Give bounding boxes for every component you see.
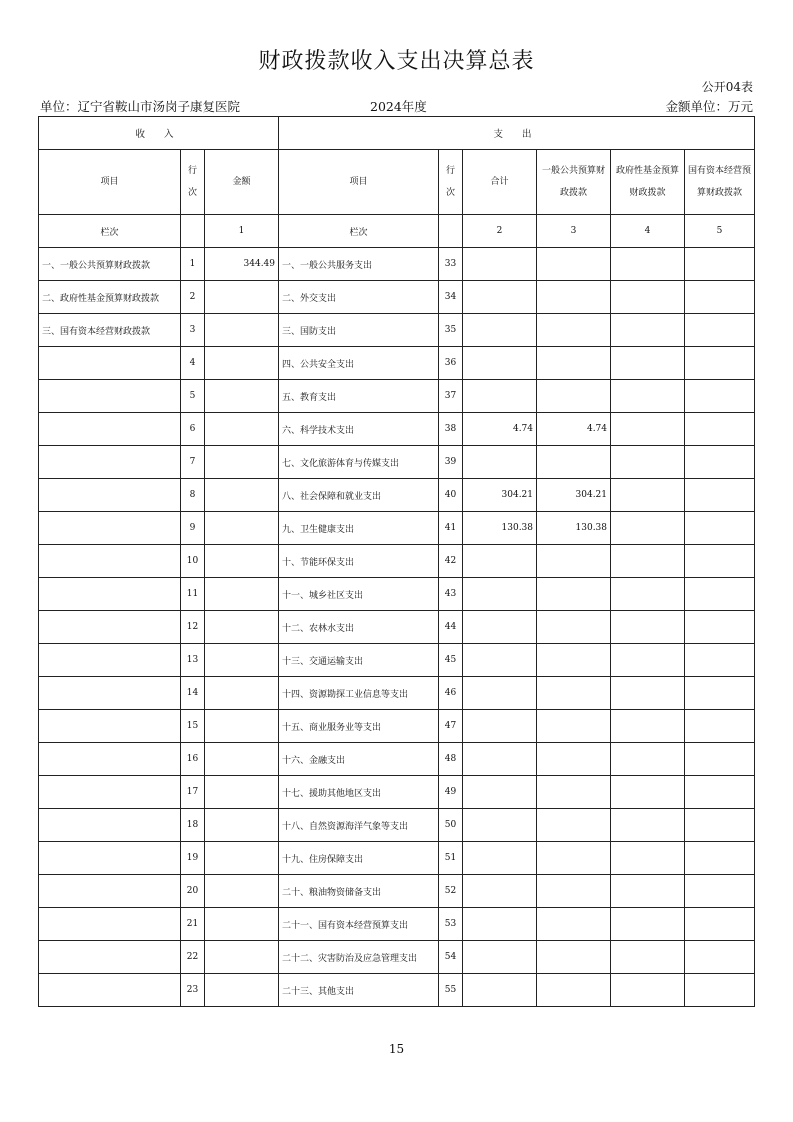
income-amount-cell [205, 974, 279, 1007]
expense-item-cell: 十二、农林水支出 [279, 611, 439, 644]
expense-item-cell: 十、节能环保支出 [279, 545, 439, 578]
income-item-cell [39, 974, 181, 1007]
gov-fund-cell [611, 677, 685, 710]
total-cell [463, 677, 537, 710]
state-capital-cell [685, 512, 755, 545]
income-amount-cell: 344.49 [205, 248, 279, 281]
income-item-header: 项目 [39, 150, 181, 215]
general-budget-cell [537, 875, 611, 908]
header-row-columns [39, 150, 755, 215]
page-title: 财政拨款收入支出决算总表 [258, 49, 535, 74]
expense-seq-cell: 45 [439, 644, 463, 677]
income-seq-cell: 13 [181, 644, 205, 677]
income-amount-cell [205, 380, 279, 413]
general-budget-cell [537, 677, 611, 710]
income-amount-cell [205, 710, 279, 743]
expense-item-cell: 十八、自然资源海洋气象等支出 [279, 809, 439, 842]
table-row [39, 743, 755, 776]
report-meta [40, 97, 753, 115]
total-cell [463, 842, 537, 875]
table-row [39, 248, 755, 281]
col-index-5: 5 [685, 215, 755, 248]
total-cell [463, 446, 537, 479]
state-capital-cell [685, 776, 755, 809]
income-amount-cell [205, 281, 279, 314]
gov-fund-cell [611, 842, 685, 875]
expense-item-cell: 六、科学技术支出 [279, 413, 439, 446]
income-item-cell [39, 842, 181, 875]
expense-item-cell: 二十三、其他支出 [279, 974, 439, 1007]
expense-item-cell: 二十一、国有资本经营预算支出 [279, 908, 439, 941]
gov-fund-cell [611, 578, 685, 611]
total-cell [463, 644, 537, 677]
income-seq-cell: 9 [181, 512, 205, 545]
table-row [39, 710, 755, 743]
general-budget-cell [537, 776, 611, 809]
state-capital-cell [685, 875, 755, 908]
gov-fund-cell [611, 941, 685, 974]
header-row-col-index [39, 215, 755, 248]
general-budget-cell [537, 380, 611, 413]
state-capital-cell [685, 479, 755, 512]
table-row [39, 479, 755, 512]
income-seq-cell: 1 [181, 248, 205, 281]
total-cell [463, 809, 537, 842]
gov-fund-cell [611, 281, 685, 314]
general-budget-cell: 4.74 [537, 413, 611, 446]
income-amount-cell [205, 413, 279, 446]
state-capital-cell [685, 743, 755, 776]
table-row [39, 809, 755, 842]
income-seq-header: 行次 [181, 150, 205, 215]
gov-fund-cell [611, 545, 685, 578]
gov-fund-cell [611, 875, 685, 908]
total-cell [463, 908, 537, 941]
col-label-income: 栏次 [39, 215, 181, 248]
total-cell [463, 611, 537, 644]
income-seq-cell: 18 [181, 809, 205, 842]
table-row [39, 875, 755, 908]
form-number: 公开04表 [701, 80, 753, 94]
state-capital-cell [685, 578, 755, 611]
unit-name: 单位：辽宁省鞍山市汤岗子康复医院 [40, 99, 241, 114]
state-capital-cell [685, 413, 755, 446]
total-cell [463, 875, 537, 908]
total-cell [463, 380, 537, 413]
col-index-2: 2 [463, 215, 537, 248]
gov-fund-cell [611, 644, 685, 677]
gov-fund-cell [611, 611, 685, 644]
state-capital-cell [685, 347, 755, 380]
income-amount-cell [205, 776, 279, 809]
income-item-cell [39, 677, 181, 710]
table-row [39, 644, 755, 677]
total-cell [463, 776, 537, 809]
income-amount-cell [205, 842, 279, 875]
total-header: 合计 [463, 150, 537, 215]
page-number: 15 [388, 1042, 405, 1056]
expense-item-cell: 一、一般公共服务支出 [279, 248, 439, 281]
income-seq-cell: 21 [181, 908, 205, 941]
income-seq-cell: 5 [181, 380, 205, 413]
expense-seq-cell: 48 [439, 743, 463, 776]
report-year: 2024年度 [370, 99, 427, 114]
income-seq-cell: 17 [181, 776, 205, 809]
income-seq-cell: 7 [181, 446, 205, 479]
income-item-cell [39, 644, 181, 677]
income-item-cell [39, 512, 181, 545]
expense-item-cell: 十五、商业服务业等支出 [279, 710, 439, 743]
income-seq-cell: 4 [181, 347, 205, 380]
general-budget-cell [537, 611, 611, 644]
gov-fund-cell [611, 776, 685, 809]
state-capital-cell [685, 644, 755, 677]
state-capital-cell [685, 248, 755, 281]
total-cell [463, 281, 537, 314]
expense-seq-cell: 43 [439, 578, 463, 611]
col-label-expense: 栏次 [279, 215, 439, 248]
table-row [39, 776, 755, 809]
expense-seq-cell: 39 [439, 446, 463, 479]
income-seq-cell: 6 [181, 413, 205, 446]
table-row [39, 281, 755, 314]
income-seq-cell: 3 [181, 314, 205, 347]
gov-fund-cell [611, 380, 685, 413]
general-budget-cell [537, 908, 611, 941]
budget-summary-table [38, 116, 755, 1007]
money-unit: 金额单位：万元 [665, 99, 753, 114]
table-row [39, 842, 755, 875]
col-index-4: 4 [611, 215, 685, 248]
income-item-cell [39, 578, 181, 611]
expense-item-cell: 三、国防支出 [279, 314, 439, 347]
income-seq-cell: 12 [181, 611, 205, 644]
expense-item-cell: 十六、金融支出 [279, 743, 439, 776]
expense-item-cell: 十九、住房保障支出 [279, 842, 439, 875]
expense-item-cell: 二十二、灾害防治及应急管理支出 [279, 941, 439, 974]
income-seq-cell: 2 [181, 281, 205, 314]
general-budget-cell [537, 446, 611, 479]
expense-seq-cell: 38 [439, 413, 463, 446]
income-amount-header: 金额 [205, 150, 279, 215]
expense-seq-cell: 52 [439, 875, 463, 908]
total-cell [463, 578, 537, 611]
income-item-cell [39, 710, 181, 743]
expense-seq-cell: 40 [439, 479, 463, 512]
gov-fund-cell [611, 314, 685, 347]
table-row [39, 974, 755, 1007]
income-item-cell [39, 743, 181, 776]
general-budget-cell [537, 248, 611, 281]
income-section-header: 收 入 [39, 117, 279, 150]
table-row [39, 941, 755, 974]
table-row [39, 446, 755, 479]
total-cell [463, 710, 537, 743]
state-capital-cell [685, 677, 755, 710]
state-capital-cell [685, 842, 755, 875]
state-capital-cell [685, 314, 755, 347]
income-item-cell [39, 545, 181, 578]
general-budget-header: 一般公共预算财政拨款 [537, 150, 611, 215]
income-seq-cell: 15 [181, 710, 205, 743]
expense-item-cell: 五、教育支出 [279, 380, 439, 413]
expense-seq-cell: 50 [439, 809, 463, 842]
income-item-cell: 三、国有资本经营财政拨款 [39, 314, 181, 347]
general-budget-cell: 130.38 [537, 512, 611, 545]
gov-fund-cell [611, 347, 685, 380]
expense-seq-cell: 53 [439, 908, 463, 941]
state-capital-cell [685, 446, 755, 479]
total-cell: 4.74 [463, 413, 537, 446]
expense-seq-cell: 42 [439, 545, 463, 578]
general-budget-cell: 304.21 [537, 479, 611, 512]
table-row [39, 578, 755, 611]
general-budget-cell [537, 743, 611, 776]
income-amount-cell [205, 347, 279, 380]
table-row [39, 413, 755, 446]
table-row [39, 347, 755, 380]
table-row [39, 677, 755, 710]
general-budget-cell [537, 842, 611, 875]
state-capital-cell [685, 941, 755, 974]
income-item-cell: 一、一般公共预算财政拨款 [39, 248, 181, 281]
expense-seq-header: 行次 [439, 150, 463, 215]
income-item-cell [39, 908, 181, 941]
income-item-cell [39, 611, 181, 644]
gov-fund-cell [611, 248, 685, 281]
income-amount-cell [205, 677, 279, 710]
expense-section-header: 支 出 [279, 117, 755, 150]
state-capital-header: 国有资本经营预算财政拨款 [685, 150, 755, 215]
total-cell [463, 974, 537, 1007]
income-amount-cell [205, 578, 279, 611]
expense-item-cell: 十三、交通运输支出 [279, 644, 439, 677]
general-budget-cell [537, 644, 611, 677]
state-capital-cell [685, 545, 755, 578]
income-amount-cell [205, 479, 279, 512]
expense-seq-cell: 47 [439, 710, 463, 743]
income-amount-cell [205, 446, 279, 479]
income-item-cell [39, 776, 181, 809]
income-amount-cell [205, 512, 279, 545]
income-seq-cell: 11 [181, 578, 205, 611]
income-seq-cell: 23 [181, 974, 205, 1007]
income-amount-cell [205, 743, 279, 776]
expense-seq-cell: 55 [439, 974, 463, 1007]
income-amount-cell [205, 644, 279, 677]
gov-fund-header: 政府性基金预算财政拨款 [611, 150, 685, 215]
general-budget-cell [537, 710, 611, 743]
col-index-3: 3 [537, 215, 611, 248]
expense-seq-cell: 41 [439, 512, 463, 545]
col-index-empty-2 [439, 215, 463, 248]
table-row [39, 545, 755, 578]
gov-fund-cell [611, 446, 685, 479]
total-cell: 304.21 [463, 479, 537, 512]
gov-fund-cell [611, 512, 685, 545]
general-budget-cell [537, 941, 611, 974]
table-row [39, 908, 755, 941]
income-seq-cell: 22 [181, 941, 205, 974]
expense-seq-cell: 46 [439, 677, 463, 710]
total-cell [463, 941, 537, 974]
expense-item-cell: 七、文化旅游体育与传媒支出 [279, 446, 439, 479]
income-item-cell: 二、政府性基金预算财政拨款 [39, 281, 181, 314]
income-amount-cell [205, 545, 279, 578]
gov-fund-cell [611, 974, 685, 1007]
total-cell [463, 314, 537, 347]
table-row [39, 380, 755, 413]
income-seq-cell: 14 [181, 677, 205, 710]
expense-item-cell: 九、卫生健康支出 [279, 512, 439, 545]
income-item-cell [39, 413, 181, 446]
col-index-empty-1 [181, 215, 205, 248]
expense-seq-cell: 51 [439, 842, 463, 875]
state-capital-cell [685, 611, 755, 644]
expense-item-cell: 十七、援助其他地区支出 [279, 776, 439, 809]
col-index-1: 1 [205, 215, 279, 248]
income-amount-cell [205, 809, 279, 842]
general-budget-cell [537, 578, 611, 611]
general-budget-cell [537, 347, 611, 380]
gov-fund-cell [611, 710, 685, 743]
total-cell [463, 743, 537, 776]
expense-seq-cell: 44 [439, 611, 463, 644]
income-item-cell [39, 479, 181, 512]
expense-item-cell: 二、外交支出 [279, 281, 439, 314]
state-capital-cell [685, 380, 755, 413]
income-amount-cell [205, 941, 279, 974]
table-row [39, 611, 755, 644]
income-item-cell [39, 941, 181, 974]
general-budget-cell [537, 545, 611, 578]
total-cell [463, 545, 537, 578]
total-cell: 130.38 [463, 512, 537, 545]
expense-item-cell: 二十、粮油物资储备支出 [279, 875, 439, 908]
income-item-cell [39, 809, 181, 842]
expense-item-cell: 十一、城乡社区支出 [279, 578, 439, 611]
expense-seq-cell: 34 [439, 281, 463, 314]
expense-item-header: 项目 [279, 150, 439, 215]
expense-seq-cell: 36 [439, 347, 463, 380]
state-capital-cell [685, 710, 755, 743]
income-amount-cell [205, 875, 279, 908]
income-seq-cell: 10 [181, 545, 205, 578]
expense-seq-cell: 54 [439, 941, 463, 974]
income-item-cell [39, 347, 181, 380]
gov-fund-cell [611, 479, 685, 512]
general-budget-cell [537, 974, 611, 1007]
general-budget-cell [537, 314, 611, 347]
income-amount-cell [205, 908, 279, 941]
income-seq-cell: 16 [181, 743, 205, 776]
expense-item-cell: 十四、资源勘探工业信息等支出 [279, 677, 439, 710]
table-row [39, 512, 755, 545]
state-capital-cell [685, 908, 755, 941]
expense-seq-cell: 33 [439, 248, 463, 281]
income-seq-cell: 8 [181, 479, 205, 512]
general-budget-cell [537, 281, 611, 314]
header-row-sections [39, 117, 755, 150]
total-cell [463, 347, 537, 380]
income-seq-cell: 19 [181, 842, 205, 875]
general-budget-cell [537, 809, 611, 842]
income-item-cell [39, 380, 181, 413]
total-cell [463, 248, 537, 281]
income-amount-cell [205, 611, 279, 644]
expense-item-cell: 八、社会保障和就业支出 [279, 479, 439, 512]
expense-seq-cell: 35 [439, 314, 463, 347]
expense-item-cell: 四、公共安全支出 [279, 347, 439, 380]
expense-seq-cell: 49 [439, 776, 463, 809]
state-capital-cell [685, 281, 755, 314]
income-amount-cell [205, 314, 279, 347]
income-seq-cell: 20 [181, 875, 205, 908]
gov-fund-cell [611, 908, 685, 941]
expense-seq-cell: 37 [439, 380, 463, 413]
gov-fund-cell [611, 743, 685, 776]
state-capital-cell [685, 974, 755, 1007]
income-item-cell [39, 446, 181, 479]
state-capital-cell [685, 809, 755, 842]
table-row [39, 314, 755, 347]
gov-fund-cell [611, 809, 685, 842]
income-item-cell [39, 875, 181, 908]
gov-fund-cell [611, 413, 685, 446]
